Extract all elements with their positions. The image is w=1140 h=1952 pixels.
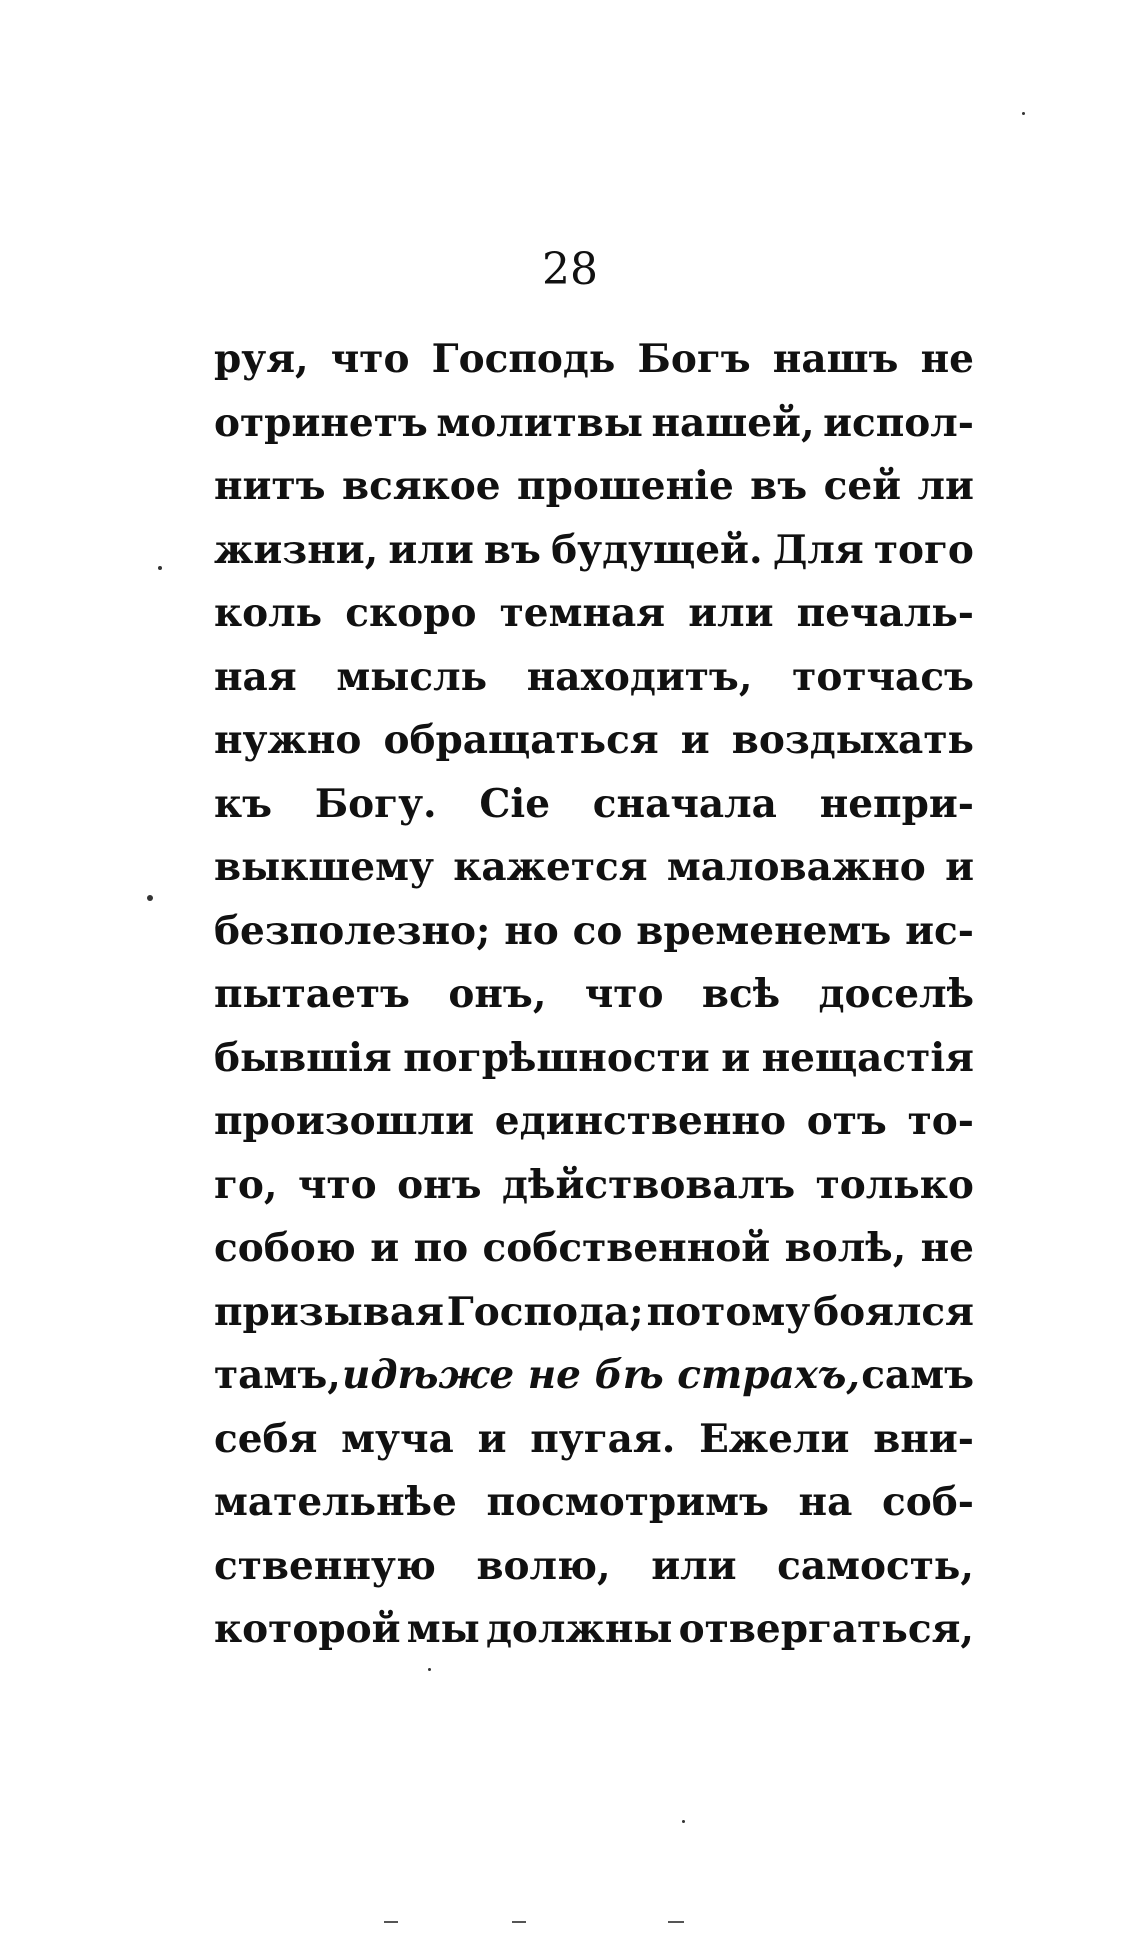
word: но <box>504 907 559 954</box>
word: будущей. <box>551 526 763 573</box>
footer-dash <box>384 1921 398 1923</box>
word: и <box>477 1415 507 1462</box>
word: ли <box>917 463 974 509</box>
word: бывшія <box>214 1034 392 1081</box>
word: призывая <box>214 1288 444 1335</box>
word: всѣ <box>701 971 781 1017</box>
word: или <box>651 1542 737 1589</box>
text-line-8 <box>214 773 974 837</box>
word: вни- <box>873 1415 974 1462</box>
scan-speck <box>428 1668 431 1671</box>
word: по <box>413 1225 469 1271</box>
word: мательнѣе <box>214 1479 457 1525</box>
word: и <box>680 717 710 763</box>
word: непри- <box>819 780 974 827</box>
word: въ <box>483 526 541 573</box>
word: выкшему <box>214 844 434 890</box>
word: себя <box>214 1415 318 1462</box>
word: нашей, <box>651 399 815 446</box>
word: волѣ, <box>784 1225 907 1271</box>
word: молитвы <box>436 399 644 446</box>
word: произошли <box>214 1098 474 1144</box>
text-line-2 <box>214 392 974 456</box>
text-line-19 <box>214 1471 974 1535</box>
word: скоро <box>345 590 477 636</box>
word: отринетъ <box>214 399 428 446</box>
page-number: 28 <box>542 244 598 295</box>
word: собственной <box>482 1225 771 1271</box>
text-line-14 <box>214 1154 974 1218</box>
text-line-3 <box>214 455 974 519</box>
word: погрѣшности <box>403 1034 710 1081</box>
text-line-5 <box>214 582 974 646</box>
word: Господь <box>431 336 616 382</box>
word: обращаться <box>383 717 659 763</box>
word: не <box>920 1225 974 1271</box>
word: Господа; <box>446 1288 644 1335</box>
word: воздыхать <box>731 717 974 763</box>
word: Ежели <box>699 1415 850 1462</box>
word: темная <box>499 590 666 636</box>
word: нитъ <box>214 463 326 509</box>
word: что <box>297 1161 377 1208</box>
word: онъ <box>397 1161 482 1208</box>
word: пытаетъ <box>214 971 410 1017</box>
word: Сіе <box>479 780 551 827</box>
word: самость, <box>777 1542 974 1589</box>
word: временемъ <box>636 907 892 954</box>
word: того <box>873 526 974 573</box>
word: должны <box>485 1606 673 1652</box>
word: только <box>815 1161 974 1208</box>
text-line-10 <box>214 900 974 964</box>
word: отвергаться, <box>678 1606 974 1652</box>
word: дѣйствовалъ <box>502 1161 796 1208</box>
word: на <box>798 1479 853 1525</box>
word: Богу. <box>314 780 437 827</box>
text-line-20 <box>214 1535 974 1599</box>
word: нещастія <box>761 1034 974 1081</box>
word: собою <box>214 1225 356 1271</box>
word: и <box>370 1225 400 1271</box>
word: маловажно <box>666 844 926 890</box>
word: единственно <box>494 1098 786 1144</box>
italic-quote: идѣже не бѣ страхъ, <box>342 1352 860 1398</box>
word: нужно <box>214 717 362 763</box>
text-line-16 <box>214 1281 974 1345</box>
word: прошеніе <box>517 463 734 509</box>
word: доселѣ <box>818 971 974 1017</box>
word: муча <box>341 1415 454 1462</box>
word: сначала <box>592 780 777 827</box>
word: руя, <box>214 336 309 382</box>
word: волю, <box>476 1542 611 1589</box>
scan-speck <box>158 566 162 570</box>
word: Богъ <box>637 336 751 382</box>
word: печаль- <box>796 590 974 636</box>
word: сей <box>823 463 902 509</box>
text-line-12 <box>214 1027 974 1091</box>
word: всякое <box>341 463 501 509</box>
word: которой <box>214 1606 401 1652</box>
word: пугая. <box>530 1415 676 1462</box>
word: потому <box>646 1288 811 1335</box>
word: мысль <box>336 653 488 700</box>
word: и <box>945 844 974 890</box>
word: испол- <box>823 399 974 446</box>
text-line-13 <box>214 1090 974 1154</box>
text-line-17 <box>214 1344 974 1408</box>
scan-speck <box>147 895 153 901</box>
line-17-after: самъ <box>861 1352 974 1398</box>
word: соб- <box>882 1479 974 1525</box>
word: ственную <box>214 1542 436 1589</box>
word: или <box>688 590 774 636</box>
word: безполезно; <box>214 907 491 954</box>
text-line-9 <box>214 836 974 900</box>
word: ис- <box>905 907 974 954</box>
word: мы <box>406 1606 480 1652</box>
word: находитъ, <box>526 653 753 700</box>
word: Для <box>772 526 864 573</box>
footer-dash <box>668 1921 684 1923</box>
word: жизни, <box>214 526 379 573</box>
word: отъ <box>806 1098 887 1144</box>
word: или <box>388 526 474 573</box>
text-line-15 <box>214 1217 974 1281</box>
word: что <box>330 336 410 382</box>
word: посмотримъ <box>486 1479 769 1525</box>
word: ная <box>214 653 297 700</box>
line-17-before: тамъ, <box>214 1352 341 1398</box>
word: и <box>721 1034 751 1081</box>
scan-speck <box>682 1820 685 1823</box>
text-line-21 <box>214 1598 974 1662</box>
word: не <box>920 336 974 382</box>
word: къ <box>214 780 273 827</box>
word: тотчасъ <box>792 653 974 700</box>
text-line-6 <box>214 646 974 710</box>
text-line-11 <box>214 963 974 1027</box>
text-line-7 <box>214 709 974 773</box>
footer-dash <box>512 1921 526 1923</box>
word: боялся <box>813 1288 974 1335</box>
word: го, <box>214 1161 278 1208</box>
word: коль <box>214 590 323 636</box>
text-line-1 <box>214 328 974 392</box>
body-text <box>214 328 974 1662</box>
word: что <box>584 971 664 1017</box>
word: въ <box>750 463 808 509</box>
text-line-4 <box>214 519 974 583</box>
word: то- <box>907 1098 974 1144</box>
scan-speck <box>1022 112 1025 115</box>
text-line-18 <box>214 1408 974 1472</box>
word: онъ, <box>448 971 547 1017</box>
word: нашъ <box>772 336 899 382</box>
word: кажется <box>453 844 648 890</box>
word: со <box>572 907 623 954</box>
